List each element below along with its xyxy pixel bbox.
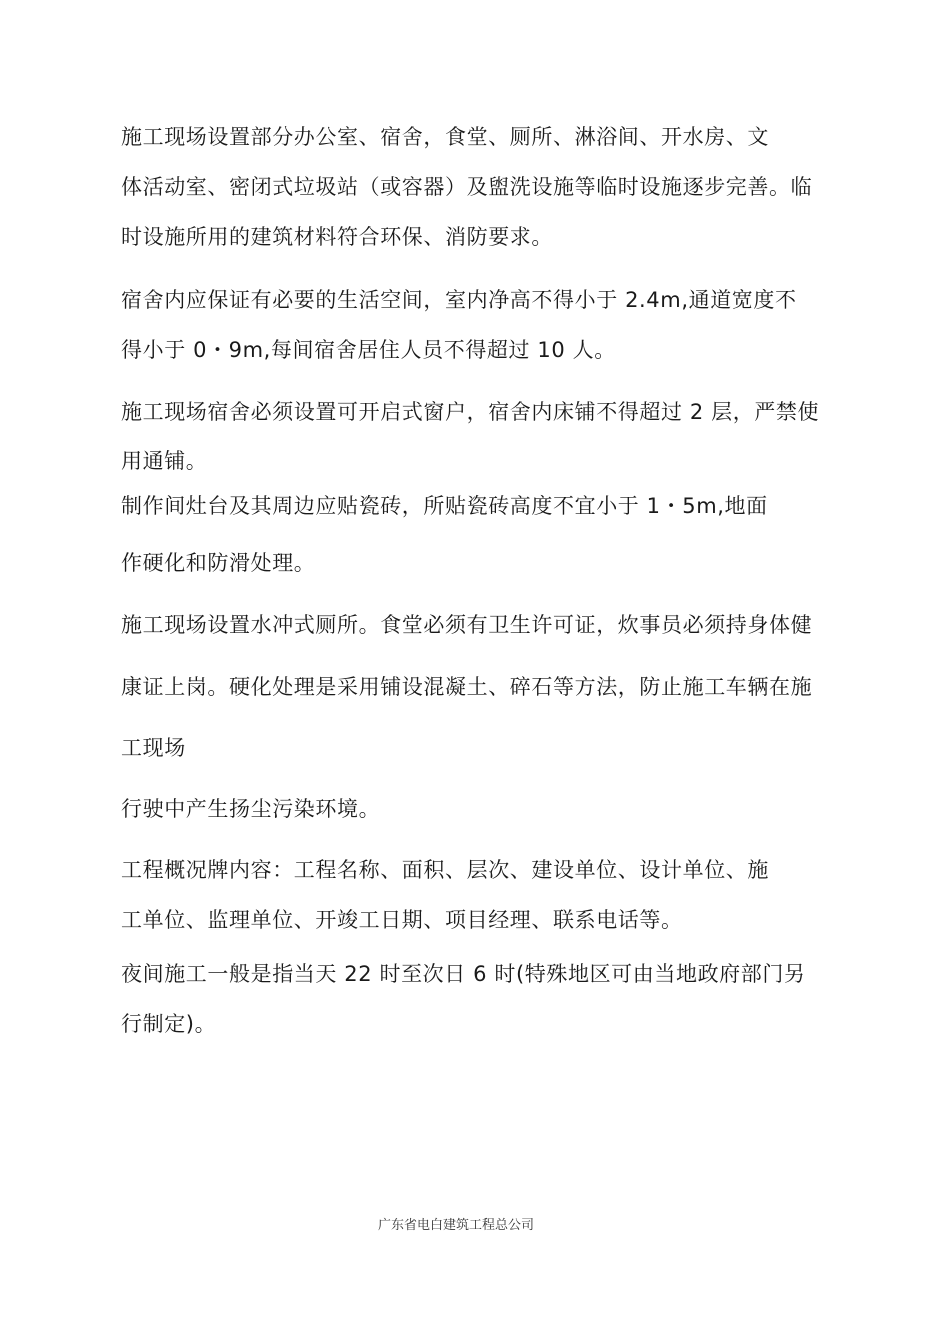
text-line: 施工现场设置部分办公室、宿舍，食堂、厕所、淋浴间、开水房、文 [121,125,769,149]
text-line: 施工现场宿舍必须设置可开启式窗户，宿舍内床铺不得超过 2 层，严禁使 [121,400,820,424]
text-line: 宿舍内应保证有必要的生活空间，室内净高不得小于 2.4m,通道宽度不 [121,288,797,312]
text-line: 行制定)。 [121,1012,217,1036]
text-line: 夜间施工一般是指当天 22 时至次日 6 时(特殊地区可由当地政府部门另 [121,962,806,986]
text-line: 作硬化和防滑处理。 [121,551,316,575]
text-line: 得小于 0・9m,每间宿舍居住人员不得超过 10 人。 [121,338,616,362]
text-line: 时设施所用的建筑材料符合环保、消防要求。 [121,225,553,249]
page-footer: 广东省电白建筑工程总公司 [378,1218,535,1233]
text-line: 制作间灶台及其周边应贴瓷砖，所贴瓷砖高度不宜小于 1・5m,地面 [121,494,768,518]
text-line: 康证上岗。硬化处理是采用铺设混凝土、碎石等方法，防止施工车辆在施 [121,675,813,699]
text-line: 用通铺。 [121,449,208,473]
text-line: 工现场 [121,736,186,760]
text-line: 行驶中产生扬尘污染环境。 [121,797,381,821]
text-line: 工程概况牌内容：工程名称、面积、层次、建设单位、设计单位、施 [121,858,769,882]
text-line: 施工现场设置水冲式厕所。食堂必须有卫生许可证，炊事员必须持身体健 [121,613,813,637]
text-line: 工单位、监理单位、开竣工日期、项目经理、联系电话等。 [121,908,683,932]
text-line: 体活动室、密闭式垃圾站（或容器）及盥洗设施等临时设施逐步完善。临 [121,175,813,199]
